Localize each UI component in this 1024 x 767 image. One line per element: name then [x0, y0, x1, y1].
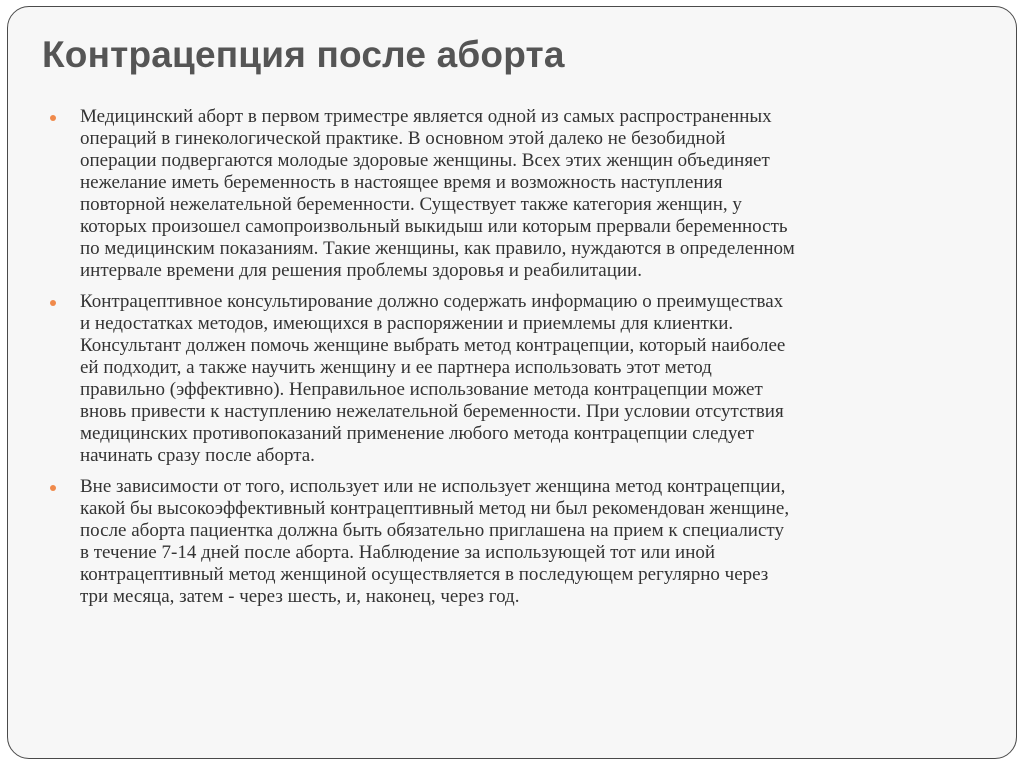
- bullet-line: какой бы высокоэффективный контрацептивный метод ни был рекомендован женщине,: [80, 498, 790, 519]
- bullet-line: медицинских противопоказаний применение любого метода контрацепции следует: [80, 423, 754, 444]
- bullet-line: и недостатках методов, имеющихся в распоряжении и приемлемы для клиентки.: [80, 313, 734, 334]
- bullet-line: Вне зависимости от того, использует или не использует женщина метод контрацепции,: [80, 476, 786, 497]
- bullet-line: три месяца, затем - через шесть, и, наконец, через год.: [80, 586, 520, 607]
- bullet-line: Медицинский аборт в первом триместре является одной из самых распространенных: [80, 106, 772, 127]
- slide-frame: [7, 6, 1017, 759]
- bullet-line: повторной нежелательной беременности. Существует также категория женщин, у: [80, 194, 742, 215]
- bullet-line: нежелание иметь беременность в настоящее время и возможность наступления: [80, 172, 723, 193]
- bullet-dot-icon: [50, 300, 56, 306]
- bullet-line: после аборта пациентка должна быть обязательно приглашена на прием к специалисту: [80, 520, 784, 541]
- bullet-item-1: [48, 106, 998, 282]
- bullet-line: вновь привести к наступлению нежелательной беременности. При условии отсутствия: [80, 401, 784, 422]
- bullet-line: контрацептивный метод женщиной осуществляется в последующем регулярно через: [80, 564, 769, 585]
- bullet-line: в течение 7-14 дней после аборта. Наблюдение за использующей тот или иной: [80, 542, 716, 563]
- bullet-item-3: [48, 476, 998, 608]
- bullet-item-2: [48, 291, 998, 467]
- bullet-dot-icon: [50, 485, 56, 491]
- bullet-line: операций в гинекологической практике. В основном этой далеко не безобидной: [80, 128, 726, 149]
- bullet-line: ей подходит, а также научить женщину и ее партнера использовать этот метод: [80, 357, 712, 378]
- slide-title: Контрацепция после аборта: [42, 34, 565, 75]
- bullet-dot-icon: [50, 115, 56, 121]
- bullet-line: Консультант должен помочь женщине выбрать метод контрацепции, который наиболее: [80, 335, 786, 356]
- bullet-line: Контрацептивное консультирование должно содержать информацию о преимуществах: [80, 291, 784, 312]
- bullet-line: начинать сразу после аборта.: [80, 445, 315, 466]
- bullet-list: [48, 106, 998, 617]
- bullet-line: интервале времени для решения проблемы здоровья и реабилитации.: [80, 260, 642, 281]
- bullet-line: операции подвергаются молодые здоровые женщины. Всех этих женщин объединяет: [80, 150, 770, 171]
- bullet-line: по медицинским показаниям. Такие женщины, как правило, нуждаются в определенном: [80, 238, 795, 259]
- bullet-line: которых произошел самопроизвольный выкидыш или которым прервали беременность: [80, 216, 788, 237]
- bullet-line: правильно (эффективно). Неправильное использование метода контрацепции может: [80, 379, 763, 400]
